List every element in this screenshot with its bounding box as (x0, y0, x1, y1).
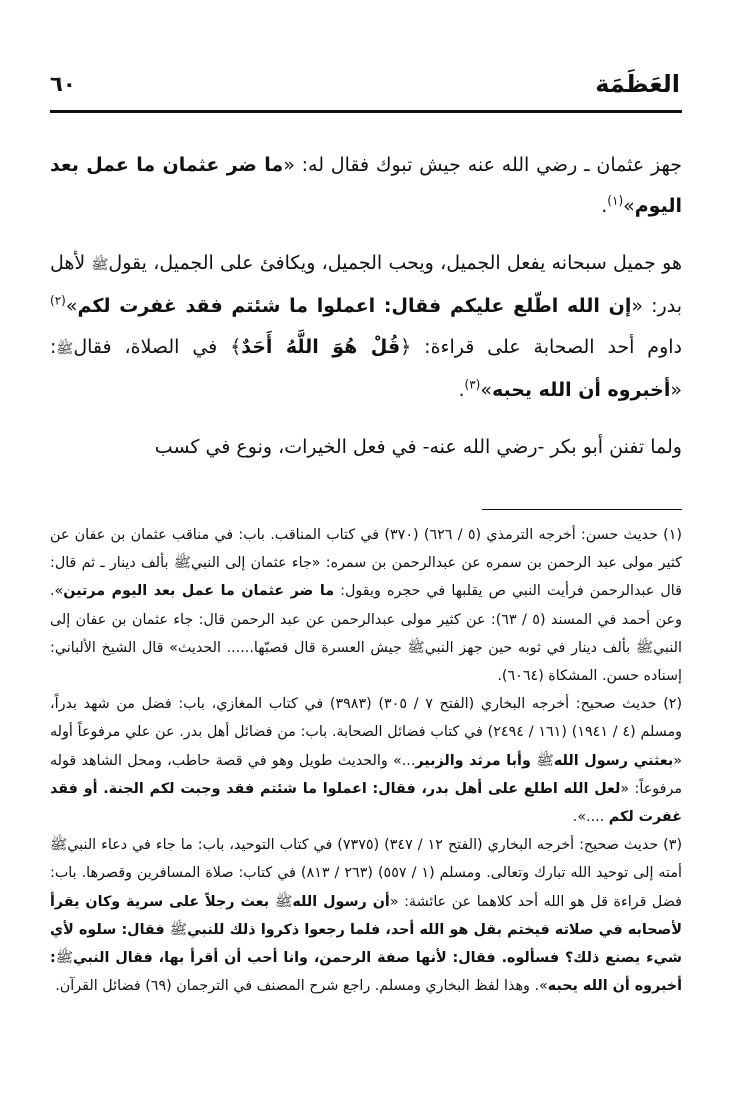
page-header (50, 70, 680, 110)
paragraph-uthman (50, 145, 682, 227)
footnote-text: ». وعن أحمد في المسند (٥ / ٦٣): عن كثير مولى عبدالرحمن عن عبد الرحمن قال: جاء عثمان بن عفان إلى النبي (50, 583, 682, 656)
hadith-quote: : أخبروه أن الله يحبه (50, 950, 682, 995)
footnote-text: بألف دينار ـ ثم قال: قال عبدالرحمن فرأيت النبي ص يقلبها في حجره ويقول: (50, 555, 683, 600)
salawat-glyph: ﷺ (56, 341, 74, 357)
hadith-quote: أن رسول الله (292, 893, 390, 910)
paragraph-text: داوم أحد الصحابة على قراءة: ﴿ (400, 336, 682, 358)
paragraph-text: لأهل بدر: « (50, 252, 682, 317)
salawat-glyph: ﷺ (536, 752, 554, 769)
paragraph-abu-bakr: ولما تفنن أبو بكر -رضي الله عنه- في فعل الخيرات، ونوع في كسب (154, 436, 682, 458)
hadith-quote: فقال: سلوه لأي شيء يصنع ذلك؟ فسألوه. فقال: لأنها صفة الرحمن، وانا أحب أن أقرأ بها، فقال النبي (50, 921, 682, 967)
salawat-glyph: ﷺ (275, 893, 293, 910)
paragraph-text: : « (50, 336, 682, 401)
paragraph-text: » (65, 295, 78, 317)
footnote-text: ...» والحديث طويل وهو في قصة حاطب، ومحل الشاهد قوله مرفوعاً: « (50, 752, 682, 797)
hadith-quote: لعل الله اطلع على أهل بدر، فقال: اعملوا ما شئتم فقد وجبت لكم الجنة. أو فقد غفرت لكم (50, 780, 682, 826)
footnote-ref: (٢) (50, 293, 66, 308)
footnote-text: بألف دينار في ثوبه حين جهز النبي (424, 639, 636, 656)
header-rule (50, 110, 682, 113)
salawat-glyph: ﷺ (50, 837, 68, 854)
salawat-glyph: ﷺ (91, 257, 109, 273)
footnote-number: (٢) (663, 696, 683, 713)
paragraph-text: . (458, 379, 465, 401)
footnote-ref: (٣) (464, 377, 481, 392)
salawat-glyph: ﷺ (635, 639, 654, 656)
salawat-glyph: ﷺ (407, 639, 425, 656)
paragraph-text: جهز عثمان ـ رضي الله عنه جيش تبوك فقال له: « (283, 154, 682, 176)
footnote-text: جيش العسرة قال فصبّها...... الحديث» قال الشيخ الألباني: إسناده حسن. المشكاة (٦٠٦٤). (50, 639, 682, 685)
paragraph-text: » (623, 195, 635, 217)
footnote-text: حديث صحيح: أخرجه البخاري (الفتح ٧ / ٣٠٥) (٣٩٨٣) في كتاب المغازي، باب: فضل من شهد بدراً، ومسلم (٤ / ١٩٤١) (١٦١ / ٢٤٩٤) في كتاب فضائل الصحابة. باب: من فضائل أهل بدر. عن علي مرفوعاً أوله « (50, 696, 683, 769)
footnote-text: أمته إلى توحيد الله تبارك وتعالى. ومسلم (١ / ٥٥٧) (٢٦٣ / ٨١٣) في كتاب: صلاة المسافرين وقصرها. باب: فضل قراءة قل هو الله أحد كلاهما عن عائشة: « (50, 865, 683, 910)
hadith-quote: ما ضر عثمان ما عمل بعد اليوم مرتين (63, 583, 335, 600)
hadith-quote: أخبروه أن الله يحبه (491, 379, 671, 401)
footnotes (50, 521, 682, 1000)
hadith-quote: بعث رجلاً على سرية وكان يقرأ لأصحابه في صلاته فيختم بقل هو الله أحد، فلما رجعوا ذكروا ذلك للنبي (50, 893, 682, 938)
footnote-2 (50, 690, 682, 831)
footnote-ref: (١) (607, 193, 624, 208)
paragraph-jamil (50, 243, 682, 411)
footnote-text: ». وهذا لفظ البخاري ومسلم. راجع شرح المصنف في الترجمان (٦٩) فضائل القرآن. (55, 978, 548, 995)
paragraph-text: ﴾ في الصلاة، فقال (73, 336, 242, 358)
footnote-number: (٣) (663, 837, 683, 854)
quran-verse: قُلْ هُوَ اللَّهُ أَحَدٌ (241, 336, 401, 358)
footnote-3 (50, 831, 682, 1000)
footnote-separator (482, 509, 682, 510)
main-text (50, 145, 682, 468)
salawat-glyph: ﷺ (173, 555, 192, 572)
running-title: العَظَمَة (595, 70, 680, 98)
footnote-text: حديث صحيح: أخرجه البخاري (الفتح ١٢ / ٣٤٧) (٧٣٧٥) في كتاب التوحيد، باب: ما جاء في دعاء النبي (67, 837, 664, 854)
salawat-glyph: ﷺ (55, 950, 73, 967)
hadith-quote: بعثني رسول الله (553, 752, 674, 769)
salawat-glyph: ﷺ (169, 921, 188, 938)
paragraph-text: . (601, 195, 608, 217)
hadith-quote: إن الله اطّلع عليكم فقال: اعملوا ما شئتم فقد غفرت لكم (77, 295, 632, 317)
paragraph-text: هو جميل سبحانه يفعل الجميل، ويحب الجميل، ويكافئ على الجميل، يقول (108, 252, 682, 274)
hadith-quote: ما ضر عثمان ما عمل بعد اليوم (50, 154, 682, 217)
footnote-number: (١) (663, 527, 682, 543)
hadith-quote: وأبا مرثد والزبير (415, 752, 537, 769)
page-number: ٦٠ (50, 72, 76, 96)
paragraph-text: » (480, 379, 492, 401)
footnote-text: حديث حسن: أخرجه الترمذي (٥ / ٦٢٦) (٣٧٠) في كتاب المناقب. باب: في مناقب عثمان بن عفان عن كثير مولى عبد الرحمن بن سمره عن عبدالرحمن بن سمره: «جاء عثمان إلى النبي (50, 527, 682, 572)
footnote-text: ....». (572, 809, 609, 826)
footnote-1 (50, 521, 682, 690)
